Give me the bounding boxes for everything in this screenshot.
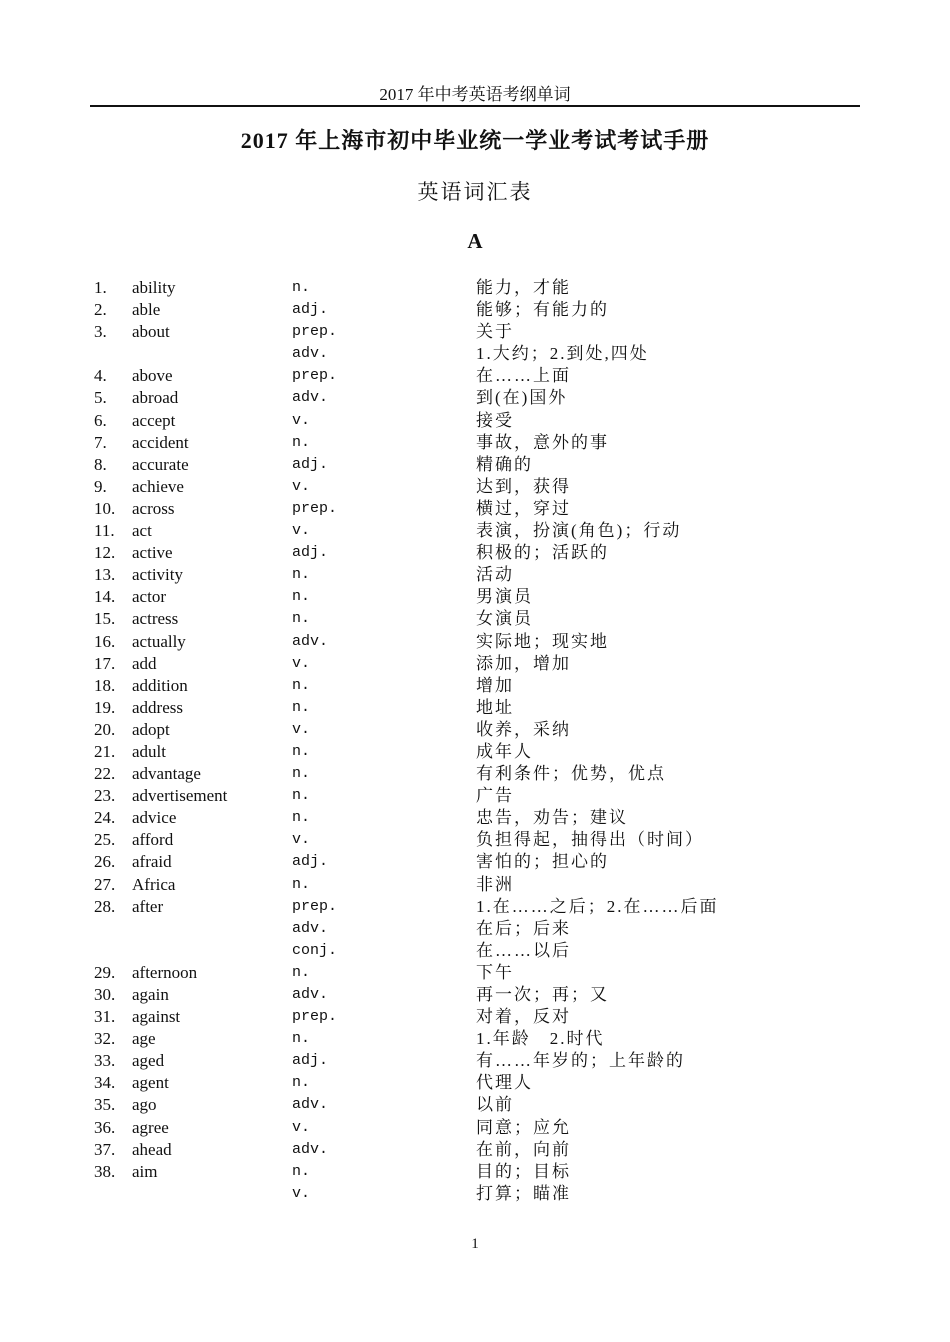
entry-word: about (132, 322, 170, 342)
entry-part-of-speech: n. (292, 742, 311, 760)
entry-meaning: 添加，增加 (476, 653, 571, 673)
vocab-entry (94, 1050, 854, 1072)
entry-word: able (132, 300, 161, 320)
vocab-entry (94, 896, 854, 918)
entry-meaning: 达到，获得 (476, 476, 571, 496)
entry-part-of-speech: adv. (292, 345, 329, 363)
entry-meaning: 事故，意外的事 (476, 432, 609, 452)
entry-part-of-speech: n. (292, 588, 311, 606)
entry-part-of-speech: n. (292, 1074, 311, 1092)
entry-word: activity (132, 565, 183, 585)
vocab-entry (94, 432, 854, 454)
entry-part-of-speech: v. (292, 522, 311, 540)
vocab-entry (94, 1183, 854, 1205)
entry-part-of-speech: v. (292, 477, 311, 495)
entry-number: 12. (94, 543, 116, 563)
entry-word: advertisement (132, 786, 228, 806)
entry-meaning: 男演员 (476, 587, 533, 607)
entry-word: afford (132, 830, 174, 850)
entry-number: 2. (94, 300, 107, 320)
vocab-entry (94, 631, 854, 653)
vocab-entry (94, 918, 854, 940)
entry-meaning: 在……以后 (476, 940, 571, 960)
entry-part-of-speech: adv. (292, 1140, 329, 1158)
entry-number: 18. (94, 675, 116, 695)
entry-number: 26. (94, 852, 116, 872)
entry-part-of-speech: v. (292, 1118, 311, 1136)
header-divider (90, 105, 860, 107)
entry-word: add (132, 653, 157, 673)
entry-meaning: 忠告，劝告；建议 (476, 808, 628, 828)
vocab-entry (94, 343, 854, 365)
entry-number: 35. (94, 1095, 116, 1115)
entry-number: 1. (94, 278, 107, 297)
vocab-entry (94, 520, 854, 542)
entry-meaning: 广告 (476, 786, 514, 806)
entry-meaning: 1.大约；2.到处,四处 (476, 344, 649, 364)
entry-number: 32. (94, 1029, 116, 1049)
vocab-entry (94, 1117, 854, 1139)
entry-number: 16. (94, 631, 116, 651)
vocab-entry (94, 365, 854, 387)
entry-meaning: 横过，穿过 (476, 498, 571, 518)
entry-word: above (132, 366, 173, 386)
entry-part-of-speech: prep. (292, 897, 338, 915)
entry-word: addition (132, 675, 188, 695)
entry-part-of-speech: n. (292, 676, 311, 694)
vocab-entry (94, 542, 854, 564)
vocab-entry (94, 277, 854, 299)
entry-word: ago (132, 1095, 157, 1115)
entry-meaning: 有……年岁的；上年龄的 (476, 1051, 685, 1071)
entry-number: 33. (94, 1051, 116, 1071)
vocab-entry (94, 454, 854, 476)
vocab-entry (94, 851, 854, 873)
entry-part-of-speech: adj. (292, 1052, 329, 1070)
entry-part-of-speech: adj. (292, 455, 329, 473)
entry-part-of-speech: adv. (292, 389, 329, 407)
entry-part-of-speech: adv. (292, 1096, 329, 1114)
entry-meaning: 接受 (476, 410, 514, 430)
vocab-entry (94, 984, 854, 1006)
entry-word: across (132, 498, 175, 518)
entry-part-of-speech: n. (292, 566, 311, 584)
entry-number: 10. (94, 498, 116, 518)
page-number: 1 (471, 1236, 479, 1252)
entry-number: 11. (94, 521, 115, 541)
entry-meaning: 积极的；活跃的 (476, 543, 609, 563)
vocab-entry (94, 564, 854, 586)
vocab-entry (94, 1139, 854, 1161)
entry-number: 24. (94, 808, 116, 828)
entry-meaning: 增加 (476, 675, 514, 695)
entry-word: ability (132, 278, 176, 297)
vocab-entry (94, 653, 854, 675)
entry-word: actually (132, 631, 186, 651)
entry-number: 17. (94, 653, 116, 673)
entry-number: 5. (94, 388, 107, 408)
vocab-entry (94, 586, 854, 608)
entry-part-of-speech: conj. (292, 941, 338, 959)
document-title: 2017 年上海市初中毕业统一学业考试考试手册 (240, 128, 710, 153)
entry-number: 6. (94, 410, 107, 430)
entry-part-of-speech: n. (292, 809, 311, 827)
entry-part-of-speech: adj. (292, 853, 329, 871)
section-letter: A (467, 229, 483, 253)
entry-number: 15. (94, 609, 116, 629)
entry-meaning: 地址 (476, 697, 514, 717)
vocab-entry (94, 608, 854, 630)
entry-meaning: 害怕的；担心的 (476, 852, 609, 872)
vocab-entry (94, 1072, 854, 1094)
vocab-entry (94, 299, 854, 321)
entry-number: 30. (94, 985, 116, 1004)
vocab-entry (94, 321, 854, 343)
entry-part-of-speech: n. (292, 963, 311, 981)
entry-part-of-speech: n. (292, 610, 311, 628)
vocab-entry (94, 498, 854, 520)
entry-meaning: 负担得起，抽得出（时间） (476, 830, 704, 850)
entry-meaning: 成年人 (476, 741, 533, 761)
entry-word: agent (132, 1073, 169, 1093)
entry-number: 27. (94, 874, 116, 894)
entry-word: adult (132, 741, 166, 761)
entry-word: against (132, 1007, 181, 1027)
entry-word: abroad (132, 388, 179, 408)
entry-number: 3. (94, 322, 107, 342)
entry-part-of-speech: adj. (292, 301, 329, 319)
entry-number: 4. (94, 366, 107, 386)
entry-meaning: 能力，才能 (476, 278, 571, 297)
entry-word: after (132, 896, 164, 916)
vocab-entry (94, 476, 854, 498)
entry-part-of-speech: prep. (292, 367, 338, 385)
vocab-entry (94, 874, 854, 896)
entry-word: again (132, 985, 169, 1004)
entry-part-of-speech: adv. (292, 919, 329, 937)
entry-meaning: 下午 (476, 962, 514, 982)
entry-word: advantage (132, 764, 201, 784)
vocab-entry (94, 387, 854, 409)
entry-meaning: 以前 (476, 1095, 514, 1115)
entry-number: 22. (94, 764, 116, 784)
entry-number: 34. (94, 1073, 116, 1093)
entry-part-of-speech: v. (292, 654, 311, 672)
entry-number: 21. (94, 741, 116, 761)
entry-part-of-speech: adj. (292, 544, 329, 562)
vocab-entry (94, 807, 854, 829)
running-header: 2017 年中考英语考纲单词 (379, 85, 571, 104)
entry-part-of-speech: n. (292, 787, 311, 805)
entry-word: active (132, 543, 173, 563)
entry-number: 13. (94, 565, 116, 585)
entry-number: 19. (94, 697, 116, 717)
entry-meaning: 关于 (476, 322, 514, 342)
entry-meaning: 在……上面 (476, 366, 571, 386)
vocab-entry (94, 741, 854, 763)
entry-word: actress (132, 609, 179, 629)
entry-meaning: 对着，反对 (476, 1007, 571, 1027)
vocab-entry (94, 1161, 854, 1183)
vocabulary-list (94, 277, 854, 1205)
vocab-entry (94, 1094, 854, 1116)
entry-number: 14. (94, 587, 116, 607)
entry-meaning: 表演，扮演(角色)；行动 (476, 521, 682, 541)
entry-meaning: 实际地；现实地 (476, 631, 609, 651)
entry-part-of-speech: n. (292, 1030, 311, 1048)
entry-word: Africa (132, 874, 176, 894)
entry-number: 37. (94, 1139, 116, 1159)
entry-part-of-speech: adv. (292, 986, 329, 1003)
entry-meaning: 再一次；再；又 (476, 985, 609, 1004)
vocab-entry (94, 719, 854, 741)
entry-meaning: 1.在……之后；2.在……后面 (476, 896, 719, 916)
entry-part-of-speech: n. (292, 279, 311, 296)
entry-number: 20. (94, 719, 116, 739)
entry-word: address (132, 697, 183, 717)
entry-number: 29. (94, 962, 116, 982)
entry-number: 7. (94, 432, 107, 452)
entry-part-of-speech: prep. (292, 1008, 338, 1026)
entry-word: ahead (132, 1139, 172, 1159)
vocab-entry (94, 962, 854, 984)
entry-part-of-speech: n. (292, 765, 311, 783)
entry-number: 9. (94, 476, 107, 496)
entry-meaning: 有利条件；优势，优点 (476, 764, 666, 784)
vocab-entry (94, 675, 854, 697)
entry-word: advice (132, 808, 177, 828)
entry-number: 28. (94, 896, 116, 916)
entry-part-of-speech: n. (292, 1162, 311, 1180)
entry-part-of-speech: v. (292, 411, 311, 429)
vocab-entry (94, 829, 854, 851)
entry-meaning: 女演员 (476, 609, 533, 629)
entry-part-of-speech: v. (292, 1184, 311, 1202)
entry-word: accept (132, 410, 176, 430)
entry-part-of-speech: v. (292, 720, 311, 738)
entry-part-of-speech: prep. (292, 499, 338, 517)
entry-part-of-speech: prep. (292, 323, 338, 341)
entry-word: actor (132, 587, 166, 607)
entry-word: afraid (132, 852, 172, 872)
vocab-entry (94, 785, 854, 807)
vocab-entry (94, 940, 854, 962)
entry-number: 36. (94, 1117, 116, 1137)
entry-meaning: 在前，向前 (476, 1139, 571, 1159)
entry-word: agree (132, 1117, 169, 1137)
entry-word: afternoon (132, 962, 198, 982)
entry-meaning: 在后；后来 (476, 918, 571, 938)
entry-number: 23. (94, 786, 116, 806)
entry-part-of-speech: n. (292, 698, 311, 716)
entry-word: aged (132, 1051, 165, 1071)
entry-part-of-speech: adv. (292, 632, 329, 650)
vocab-entry (94, 1028, 854, 1050)
entry-meaning: 打算；瞄准 (476, 1183, 571, 1203)
entry-part-of-speech: n. (292, 433, 311, 451)
vocab-entry (94, 410, 854, 432)
entry-meaning: 到(在)国外 (476, 388, 568, 408)
entry-part-of-speech: n. (292, 875, 311, 893)
vocab-entry (94, 1006, 854, 1028)
entry-word: accurate (132, 454, 189, 474)
vocab-entry (94, 697, 854, 719)
entry-number: 8. (94, 454, 107, 474)
entry-word: accident (132, 432, 189, 452)
vocab-entry (94, 763, 854, 785)
entry-number: 25. (94, 830, 116, 850)
entry-meaning: 活动 (476, 565, 514, 585)
entry-meaning: 精确的 (476, 454, 533, 474)
entry-word: age (132, 1029, 156, 1049)
document-subtitle: 英语词汇表 (417, 180, 533, 204)
entry-part-of-speech: v. (292, 831, 311, 849)
entry-meaning: 1.年龄 2.时代 (476, 1029, 605, 1049)
entry-number: 31. (94, 1007, 116, 1027)
entry-word: act (132, 521, 152, 541)
entry-meaning: 目的；目标 (476, 1161, 571, 1181)
entry-word: aim (132, 1161, 158, 1181)
entry-number: 38. (94, 1161, 116, 1181)
entry-meaning: 非洲 (476, 874, 514, 894)
entry-meaning: 代理人 (476, 1073, 533, 1093)
entry-meaning: 同意；应允 (476, 1117, 571, 1137)
entry-meaning: 能够；有能力的 (476, 300, 609, 320)
entry-meaning: 收养，采纳 (476, 719, 571, 739)
entry-word: achieve (132, 476, 184, 496)
entry-word: adopt (132, 719, 170, 739)
